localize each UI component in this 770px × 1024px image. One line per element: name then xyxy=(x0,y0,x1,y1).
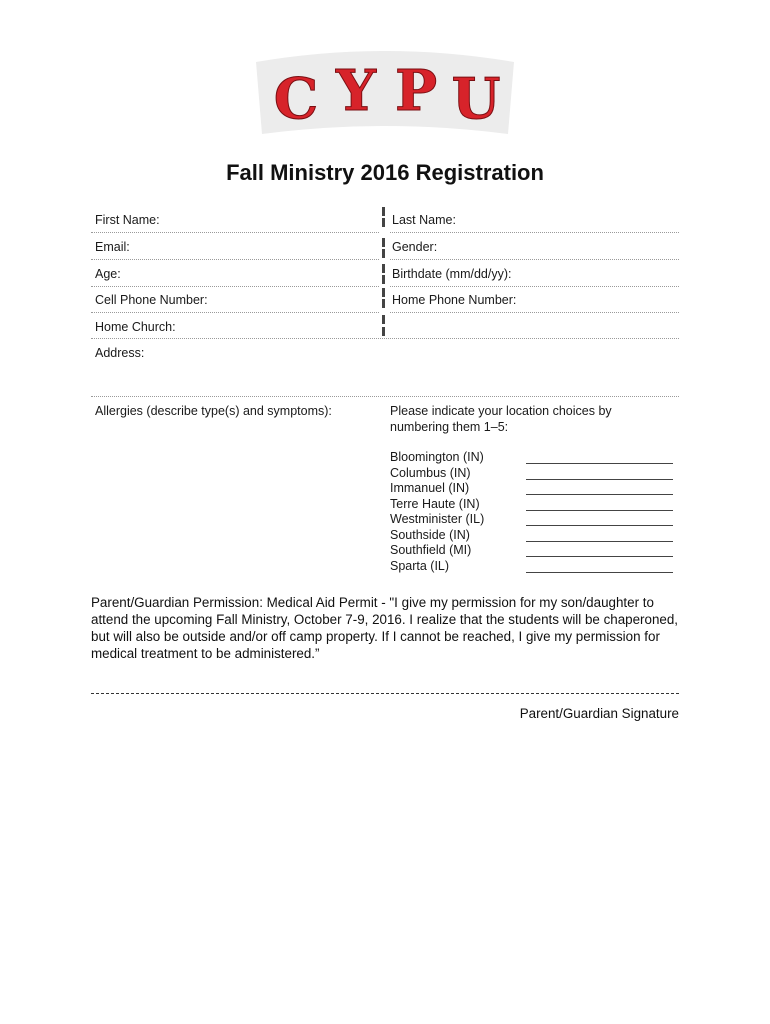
field-rule xyxy=(91,232,379,233)
home-phone-label: Home Phone Number: xyxy=(392,293,517,307)
signature-line[interactable] xyxy=(91,693,679,694)
field-rule xyxy=(390,232,679,233)
location-rank-blank[interactable] xyxy=(526,556,673,557)
permission-text: Parent/Guardian Permission: Medical Aid Permit - "I give my permission for my son/daughter to attend the upcoming Fall Ministry, October 7-9, 2016. I realize that the students will be chaperoned, but will also be outside and/or off camp property. If I cannot be reached, I give my permission for medical treatment to be administered.” xyxy=(91,595,679,661)
location-rank-blank[interactable] xyxy=(526,479,673,480)
location-columbus: Columbus (IN) xyxy=(390,466,471,480)
location-rank-blank[interactable] xyxy=(526,494,673,495)
field-rule xyxy=(91,312,379,313)
logo-letter-y: Y xyxy=(336,58,376,124)
last-name-label: Last Name: xyxy=(392,213,456,227)
divider-mark xyxy=(382,299,385,308)
location-instructions-line1: Please indicate your location choices by xyxy=(390,404,612,418)
field-rule xyxy=(91,286,379,287)
field-rule xyxy=(91,259,379,260)
location-bloomington: Bloomington (IN) xyxy=(390,450,484,464)
divider-mark xyxy=(382,327,385,336)
location-terre-haute: Terre Haute (IN) xyxy=(390,497,480,511)
location-sparta: Sparta (IL) xyxy=(390,559,450,573)
allergies-label: Allergies (describe type(s) and symptoms): xyxy=(95,404,332,418)
divider-mark xyxy=(382,218,385,227)
location-immanuel: Immanuel (IN) xyxy=(390,481,470,495)
age-label: Age: xyxy=(95,267,121,281)
divider-mark xyxy=(382,315,385,324)
field-rule xyxy=(91,338,679,339)
home-church-label: Home Church: xyxy=(95,320,176,334)
location-westminister: Westminister (IL) xyxy=(390,512,485,526)
logo-letter-u: U xyxy=(451,66,501,132)
divider-mark xyxy=(382,275,385,284)
location-rank-blank[interactable] xyxy=(526,463,673,464)
gender-label: Gender: xyxy=(392,240,438,254)
divider-mark xyxy=(382,238,385,247)
divider-mark xyxy=(382,288,385,297)
birthdate-label: Birthdate (mm/dd/yy): xyxy=(392,267,512,281)
location-southside: Southside (IN) xyxy=(390,528,470,542)
address-label: Address: xyxy=(95,346,145,360)
location-rank-blank[interactable] xyxy=(526,510,673,511)
field-rule xyxy=(390,286,679,287)
location-rank-blank[interactable] xyxy=(526,541,673,542)
signature-label: Parent/Guardian Signature xyxy=(519,706,679,721)
location-instructions-line2: numbering them 1–5: xyxy=(390,420,509,434)
email-label: Email: xyxy=(95,240,130,254)
field-rule xyxy=(91,396,679,397)
logo-letter-p: P xyxy=(394,58,438,124)
logo-letter-c: C xyxy=(273,66,319,132)
first-name-label: First Name: xyxy=(95,213,160,227)
cypu-logo xyxy=(252,46,518,146)
page-title: Fall Ministry 2016 Registration xyxy=(226,160,544,185)
divider-mark xyxy=(382,264,385,273)
divider-mark xyxy=(382,207,385,216)
divider-mark xyxy=(382,249,385,258)
field-rule xyxy=(390,259,679,260)
location-southfield: Southfield (MI) xyxy=(390,543,472,557)
field-rule xyxy=(390,312,679,313)
cell-phone-label: Cell Phone Number: xyxy=(95,293,208,307)
location-rank-blank[interactable] xyxy=(526,572,673,573)
location-rank-blank[interactable] xyxy=(526,525,673,526)
